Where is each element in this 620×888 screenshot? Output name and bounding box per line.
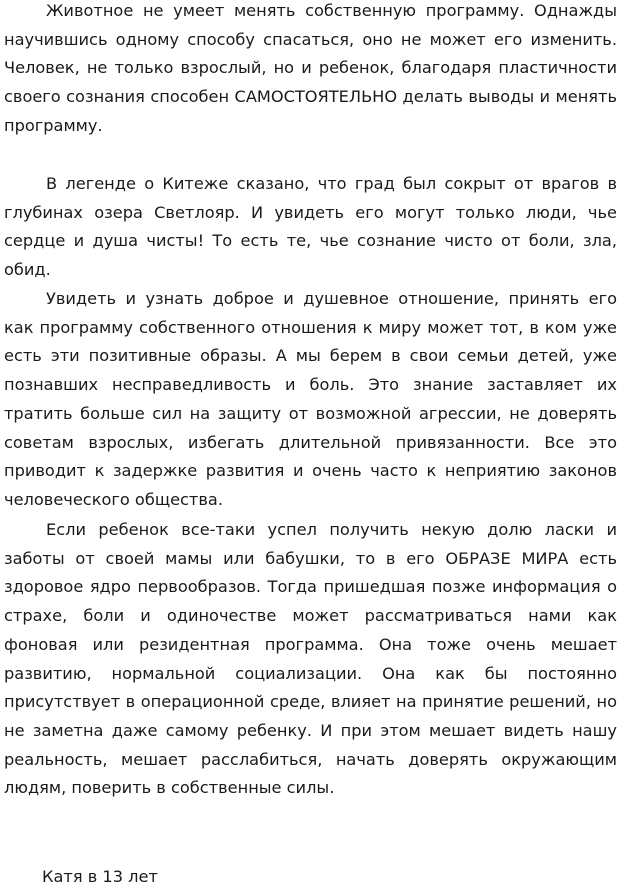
paragraph-world-image: Если ребенок все-таки успел получить некую долю ласки и заботы от своей мамы или бабушки, то в его ОБРАЗЕ МИРА есть здоровое ядро первообразов. Тогда пришедшая позже информация о страхе, боли и одиночестве может рассматриваться нами как фоновая или резидентная программа. Она тоже очень мешает развитию, нормальной социализации. Она как бы постоянно присутствует в операционной среде, влияет на принятие решений, но не заметна даже самому ребенку. И при этом мешает видеть нашу реальность, мешает расслабиться, начать доверять окружающим людям, поверить в собственные силы. [4,520,617,798]
paragraph-positive-images: Увидеть и узнать доброе и душевное отношение, принять его как программу собственного отношения к миру может тот, в ком уже есть эти позитивные образы. А мы берем в свои семьи детей, уже познавших несправедливость и боль. Это знание заставляет их тратить больше сил на защиту от возможной агрессии, не доверять советам взрослых, избегать длительной привязанности. Все это приводит к задержке развития и очень часто к неприятию законов человеческого общества. [4,289,617,509]
paragraph-kitezh-legend: В легенде о Китеже сказано, что град был сокрыт от врагов в глубинах озера Светлояр. И увидеть его могут только люди, чье сердце и душа чисты! То есть те, чье сознание чисто от боли, зла, обид. [4,174,617,280]
photo-caption: Катя в 13 лет [42,867,158,886]
paragraph-animal-program: Животное не умеет менять собственную программу. Однажды научившись одному способу спасаться, оно не может его изменить. Человек, не только взрослый, но и ребенок, благодаря пластичности своего сознания способен САМОСТОЯТЕЛЬНО делать выводы и менять программу. [4,1,617,135]
